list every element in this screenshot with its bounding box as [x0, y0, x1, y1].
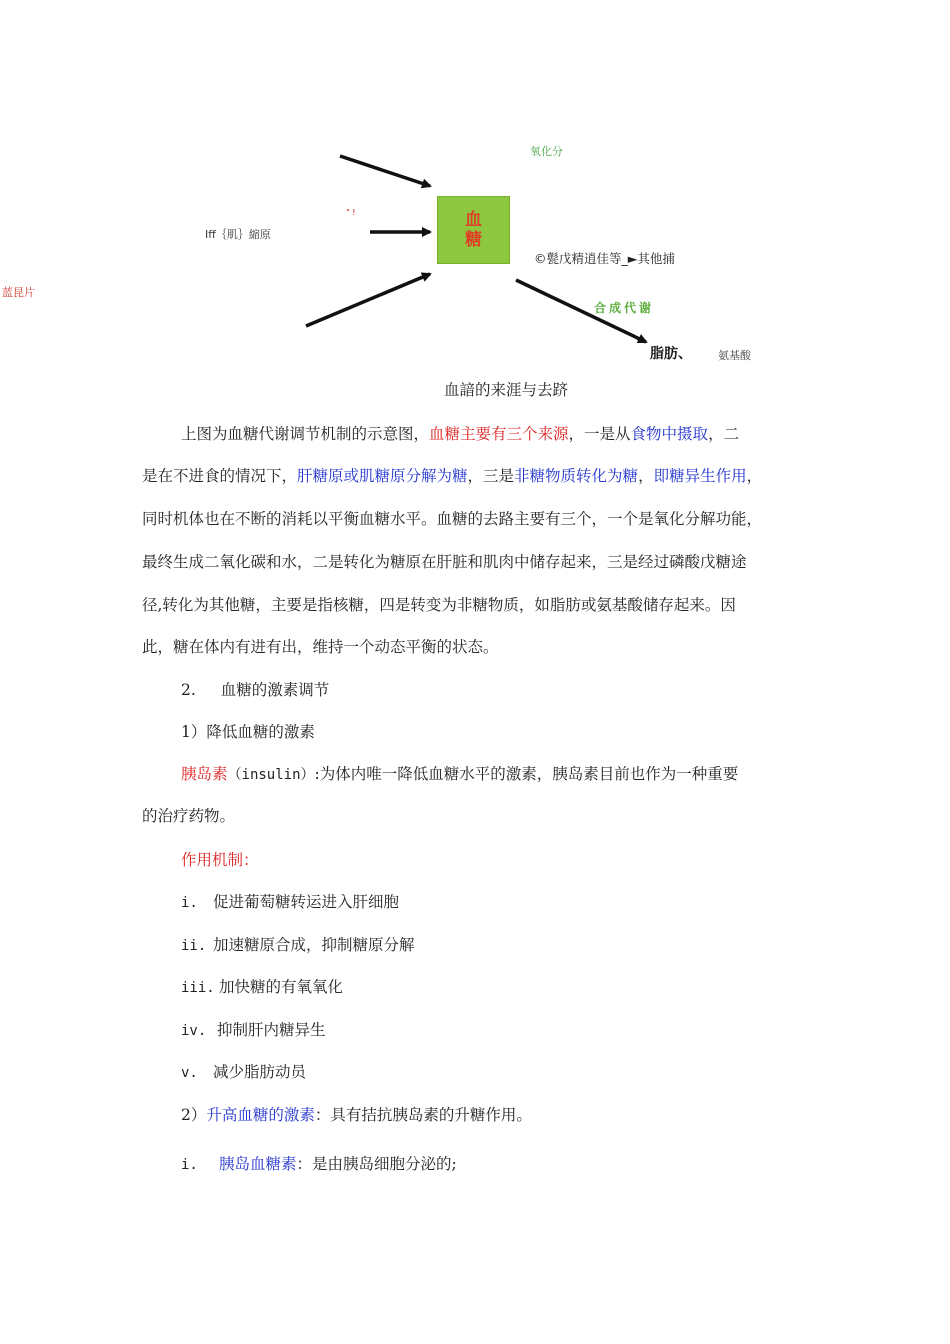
paragraph-line-5: 径,转化为其他糖，主要是指核糖，四是转变为非糖物质，如脂肪或氨基酸储存起来。因 [142, 596, 736, 614]
text-run: 肝糖原或肌糖原分解为糖 [297, 467, 468, 485]
subsection-raise [181, 1103, 532, 1125]
blood-sugar-box [437, 196, 510, 264]
glucagon-line [181, 1152, 457, 1174]
list-item-text: 抑制肝内糖异生 [217, 1021, 326, 1039]
paragraph-line-1 [181, 422, 739, 444]
text-run: ， [638, 467, 654, 485]
section-heading-2 [181, 678, 329, 700]
subsection-raise-number: 2） [181, 1106, 207, 1124]
amino-label: 氨基酸 [718, 349, 751, 362]
diagram-caption: 血諳的来涯与去跻 [444, 381, 569, 399]
far-left-label: 蓝昆片 [2, 286, 35, 299]
mechanism-heading: 作用机制： [181, 851, 259, 869]
insulin-line-2: 的治疗药物。 [142, 807, 236, 825]
list-item-number: v. [181, 1065, 198, 1081]
paragraph-line-3: 同时机体也在不断的消耗以平衡血糖水平。血糖的去路主要有三个，一个是氧化分解功能， [142, 510, 763, 528]
glucagon-description: ：是由胰岛细胞分泌的; [296, 1155, 457, 1173]
text-run: 非糖物质转化为糖 [514, 467, 639, 485]
list-item [181, 1018, 326, 1040]
text-run: 是在不进食的情况下， [142, 467, 298, 485]
list-item-text: 减少脂肪动员 [213, 1063, 307, 1081]
list-item [181, 890, 399, 912]
blood-sugar-char-1: 血 [465, 210, 482, 230]
list-item-number: iii. [181, 980, 215, 996]
arrow-food-in [340, 156, 430, 186]
section-number: 2. [181, 681, 196, 699]
text-run: ， [746, 467, 763, 485]
fat-label: 脂肪、 [650, 346, 692, 362]
arrow-gluconeogenesis-in [306, 274, 430, 326]
glucagon-number: i. [181, 1157, 198, 1173]
oxidation-label: 氧化分 [530, 145, 563, 158]
text-run: 即糖异生作用 [653, 467, 747, 485]
list-item [181, 1060, 306, 1082]
text-run: 上图为血糖代谢调节机制的示意图， [181, 425, 430, 443]
list-item-number: iv. [181, 1023, 207, 1039]
insulin-name: 胰岛素 [181, 765, 228, 783]
list-item-number: ii. [181, 938, 207, 954]
pentose-label: ©甏戊精逍佳等_►其他捕 [534, 251, 675, 266]
list-item [181, 975, 343, 997]
paragraph-line-6: 此，糖在体内有进有出，维持一个动态平衡的状态。 [142, 638, 499, 656]
list-item [181, 933, 415, 955]
list-item-text: 加速糖原合成，抑制糖原分解 [213, 936, 415, 954]
insulin-description: :为体内唯一降低血糖水平的激素，胰岛素目前也作为一种重要 [314, 765, 739, 783]
text-run: 食物中摄取 [630, 425, 709, 443]
paragraph-line-4: 最终生成二氧化碳和水，二是转化为糖原在肝脏和肌肉中储存起来，三是经过磷酸戊糖途 [142, 553, 747, 571]
text-run: ，一是从 [568, 425, 631, 443]
paragraph-line-2 [142, 464, 762, 486]
section-title: 血糖的激素调节 [220, 681, 330, 699]
subsection-lower: 1）降低血糖的激素 [181, 723, 315, 741]
small-mark-label: " ! [346, 208, 356, 217]
text-run: 血糖主要有三个来源 [429, 425, 569, 443]
blood-sugar-char-2: 糖 [465, 230, 482, 250]
insulin-english: （insulin） [227, 767, 315, 783]
list-item-text: 加快糖的有氧氧化 [219, 978, 344, 996]
glycogen-label: Iff｛肌｝縮原 [205, 228, 271, 241]
subsection-raise-title: 升高血糖的激素 [206, 1106, 315, 1124]
insulin-line [181, 762, 738, 784]
text-run: ，三是 [467, 467, 515, 485]
text-run: ，二 [708, 425, 740, 443]
list-item-number: i. [181, 895, 198, 911]
synthesis-label: 合成代谢 [594, 301, 655, 315]
list-item-text: 促进葡萄糖转运进入肝细胞 [213, 893, 400, 911]
glucagon-name: 胰岛血糖素 [219, 1155, 297, 1173]
subsection-raise-desc: ：具有拮抗胰岛素的升糖作用。 [314, 1106, 532, 1124]
